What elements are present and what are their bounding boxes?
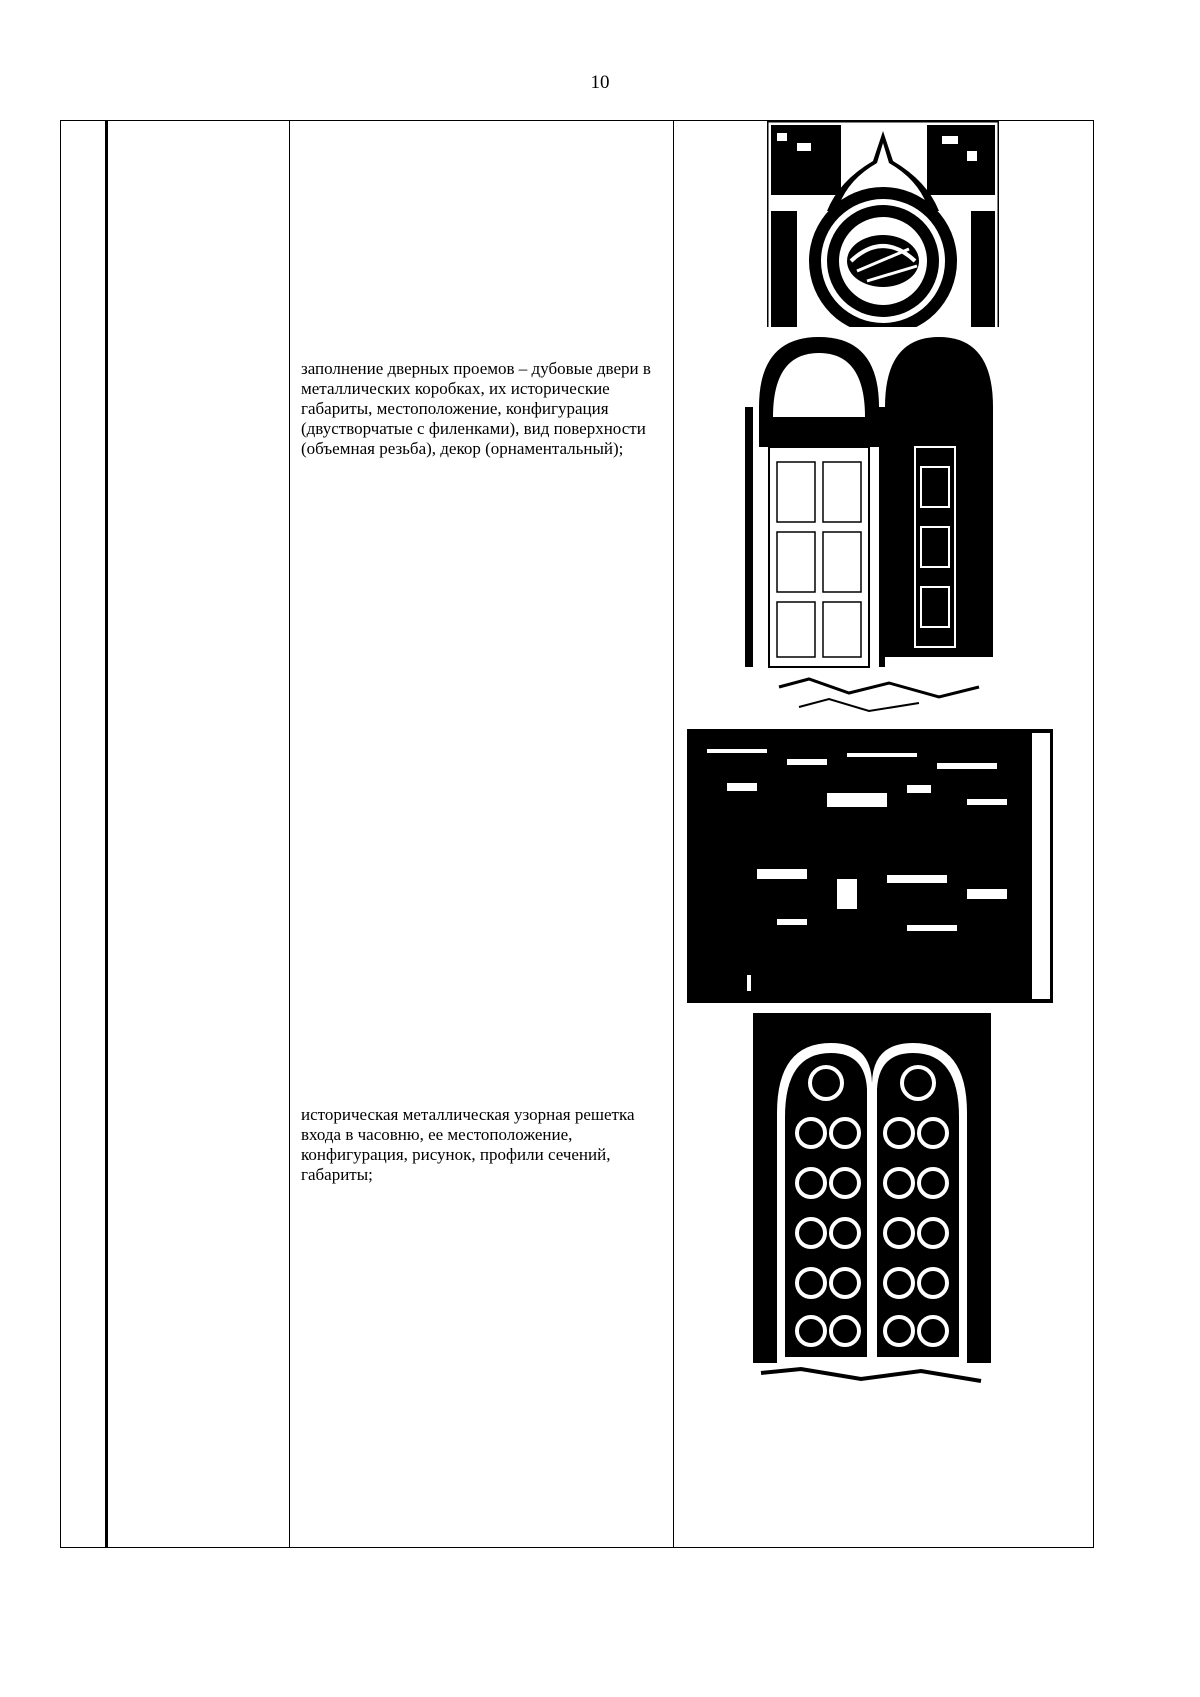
photo-round-window: [767, 121, 999, 345]
description-gate: историческая металлическая узорная решетка входа в часовню, ее местоположение, конфигурация, рисунок, профили сечений, габариты;: [301, 1105, 635, 1184]
column-divider-3: [673, 121, 674, 1547]
photo-arched-doorway: [739, 327, 1003, 719]
page-number: 10: [590, 72, 610, 93]
document-table: [60, 120, 1094, 1548]
photo-dark-facade: [687, 729, 1053, 1003]
column-divider-1: [105, 121, 108, 1547]
description-doors: заполнение дверных проемов – дубовые двери в металлических коробках, их исторические габариты, местоположение, конфигурация (двустворчатые с филенками), вид поверхности (объемная резьба), декор (орнаментальный);: [301, 359, 651, 458]
photo-iron-gate: [741, 1013, 1003, 1401]
column-divider-2: [289, 121, 290, 1547]
